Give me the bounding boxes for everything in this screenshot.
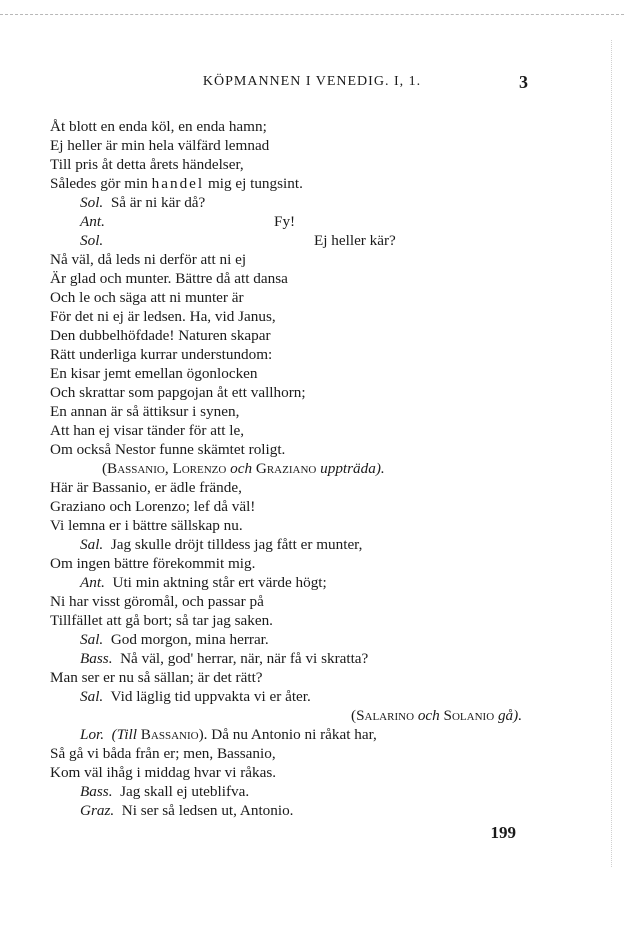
play-text bbox=[50, 117, 540, 820]
verse-line: En kisar jemt emellan ögonlocken bbox=[50, 365, 258, 382]
speaker-name: Ant. bbox=[80, 213, 105, 230]
verse-line: Nå väl, då leds ni derför att ni ej bbox=[50, 251, 247, 268]
verse-line: En annan är så ättiksur i synen, bbox=[50, 403, 240, 420]
speech-line: Sal. Jag skulle dröjt tilldess jag fått er munter, bbox=[80, 536, 363, 553]
speech-line: Ant. Uti min aktning står ert värde högt; bbox=[80, 574, 327, 591]
page-edge-mark bbox=[610, 40, 612, 867]
speech-line: Bass. Jag skall ej uteblifva. bbox=[80, 783, 250, 800]
page-number: 3 bbox=[519, 72, 528, 92]
speech-line: Sol. Ej heller kär? bbox=[80, 232, 396, 249]
speaker-name: Sal. bbox=[80, 688, 104, 705]
speaker-name: Graz. bbox=[80, 802, 115, 819]
speaker-name: Sal. bbox=[80, 631, 104, 648]
speech-line: Graz. Ni ser så ledsen ut, Antonio. bbox=[80, 802, 294, 819]
speech-line: Bass. Nå väl, god' herrar, när, när få vi skratta? bbox=[80, 650, 369, 667]
speaker-name: Lor. bbox=[80, 726, 105, 743]
speech-line: Sol. Så är ni kär då? bbox=[80, 194, 206, 211]
verse-line: Till pris åt detta årets händelser, bbox=[50, 156, 244, 173]
speech-line: Sal. Vid läglig tid uppvakta vi er åter. bbox=[80, 688, 311, 705]
verse-line: Man ser er nu så sällan; är det rätt? bbox=[50, 669, 263, 686]
speaker-name: Sal. bbox=[80, 536, 104, 553]
speech-line: Lor. (Till Bassanio). Då nu Antonio ni råkat har, bbox=[80, 726, 377, 743]
verse-line: Och le och säga att ni munter är bbox=[50, 289, 244, 306]
speaker-name: Bass. bbox=[80, 783, 113, 800]
verse-line: Att han ej visar tänder för att le, bbox=[50, 422, 244, 439]
verse-line: Graziano och Lorenzo; lef då väl! bbox=[50, 498, 256, 515]
verse-line: Tillfället att gå bort; så tar jag saken. bbox=[50, 612, 273, 629]
verse-line: Den dubbelhöfdade! Naturen skapar bbox=[50, 327, 271, 344]
verse-line: Om ingen bättre förekommit mig. bbox=[50, 555, 256, 572]
verse-line: För det ni ej är ledsen. Ha, vid Janus, bbox=[50, 308, 276, 325]
verse-line: Ej heller är min hela välfärd lemnad bbox=[50, 137, 270, 154]
verse-line: Ni har visst göromål, och passar på bbox=[50, 593, 264, 610]
running-head: KÖPMANNEN I VENEDIG. I, 1. bbox=[202, 74, 422, 89]
top-scan-rule bbox=[0, 14, 624, 15]
speaker-name: Sol. bbox=[80, 194, 104, 211]
verse-line: Är glad och munter. Bättre då att dansa bbox=[50, 270, 288, 287]
speaker-name: Sol. bbox=[80, 232, 104, 249]
verse-line: Rätt underliga kurrar understundom: bbox=[50, 346, 273, 363]
verse-line: Således gör min handel mig ej tungsint. bbox=[50, 175, 303, 192]
verse-line: Så gå vi båda från er; men, Bassanio, bbox=[50, 745, 276, 762]
speech-line: Ant. Fy! bbox=[80, 213, 296, 230]
verse-line: Och skrattar som papgojan åt ett vallhorn; bbox=[50, 384, 306, 401]
folio-number: 199 bbox=[490, 823, 516, 842]
verse-line: Här är Bassanio, er ädle frände, bbox=[50, 479, 242, 496]
speech-line: Sal. God morgon, mina herrar. bbox=[80, 631, 269, 648]
verse-line: Åt blott en enda köl, en enda hamn; bbox=[50, 118, 267, 135]
stage-direction: (Salarino och Solanio gå). bbox=[351, 707, 522, 724]
verse-line: Kom väl ihåg i middag hvar vi råkas. bbox=[50, 764, 277, 781]
speaker-name: Bass. bbox=[80, 650, 113, 667]
stage-direction: (Bassanio, Lorenzo och Graziano uppträda). bbox=[102, 460, 385, 477]
verse-line: Om också Nestor funne skämtet roligt. bbox=[50, 441, 286, 458]
speaker-name: Ant. bbox=[80, 574, 105, 591]
spaced-word: handel bbox=[151, 175, 205, 192]
page-header bbox=[0, 74, 624, 96]
verse-line: Vi lemna er i bättre sällskap nu. bbox=[50, 517, 243, 534]
